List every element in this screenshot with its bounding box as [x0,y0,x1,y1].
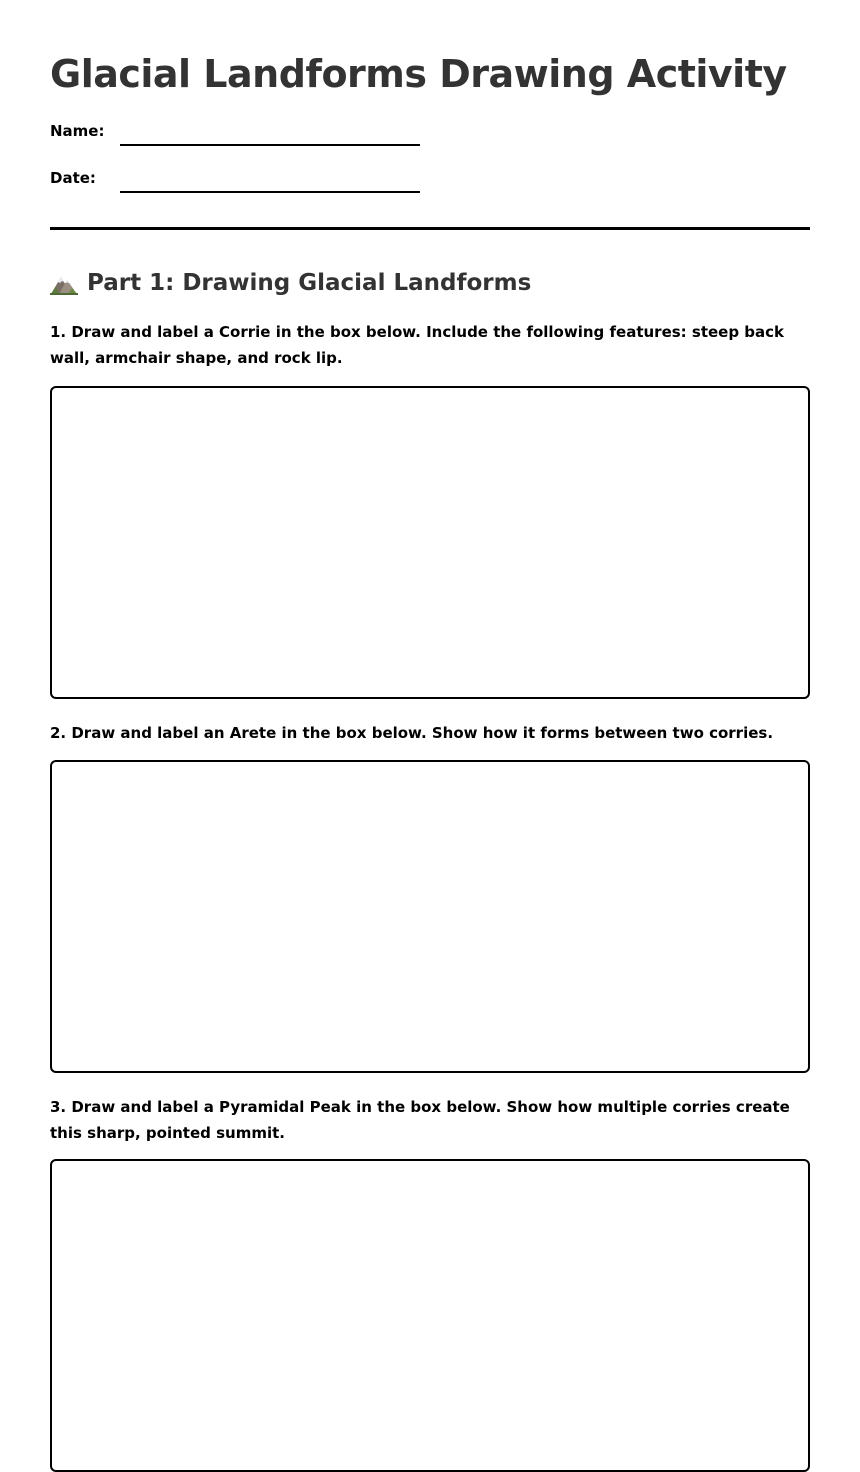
date-label: Date: [50,169,96,187]
mountain-icon [50,271,78,295]
name-field-row [50,118,450,148]
section-title: Part 1: Drawing Glacial Landforms [87,270,532,296]
question-3: 3. Draw and label a Pyramidal Peak in the box below. Show how multiple corries create this sharp, pointed summit. [50,1098,790,1142]
header-divider [50,227,810,230]
section-heading [50,267,531,299]
drawing-box-2[interactable] [50,760,810,1073]
drawing-box-1[interactable] [50,386,810,699]
drawing-box-3[interactable] [50,1159,810,1472]
question-1: 1. Draw and label a Corrie in the box below. Include the following features: steep back wall, armchair shape, and rock lip. [50,323,785,367]
name-field[interactable] [120,144,420,146]
date-field[interactable] [120,191,420,193]
name-label: Name: [50,122,105,140]
page-title: Glacial Landforms Drawing Activity [50,52,787,96]
date-field-row [50,165,450,195]
question-2: 2. Draw and label an Arete in the box below. Show how it forms between two corries. [50,724,774,742]
